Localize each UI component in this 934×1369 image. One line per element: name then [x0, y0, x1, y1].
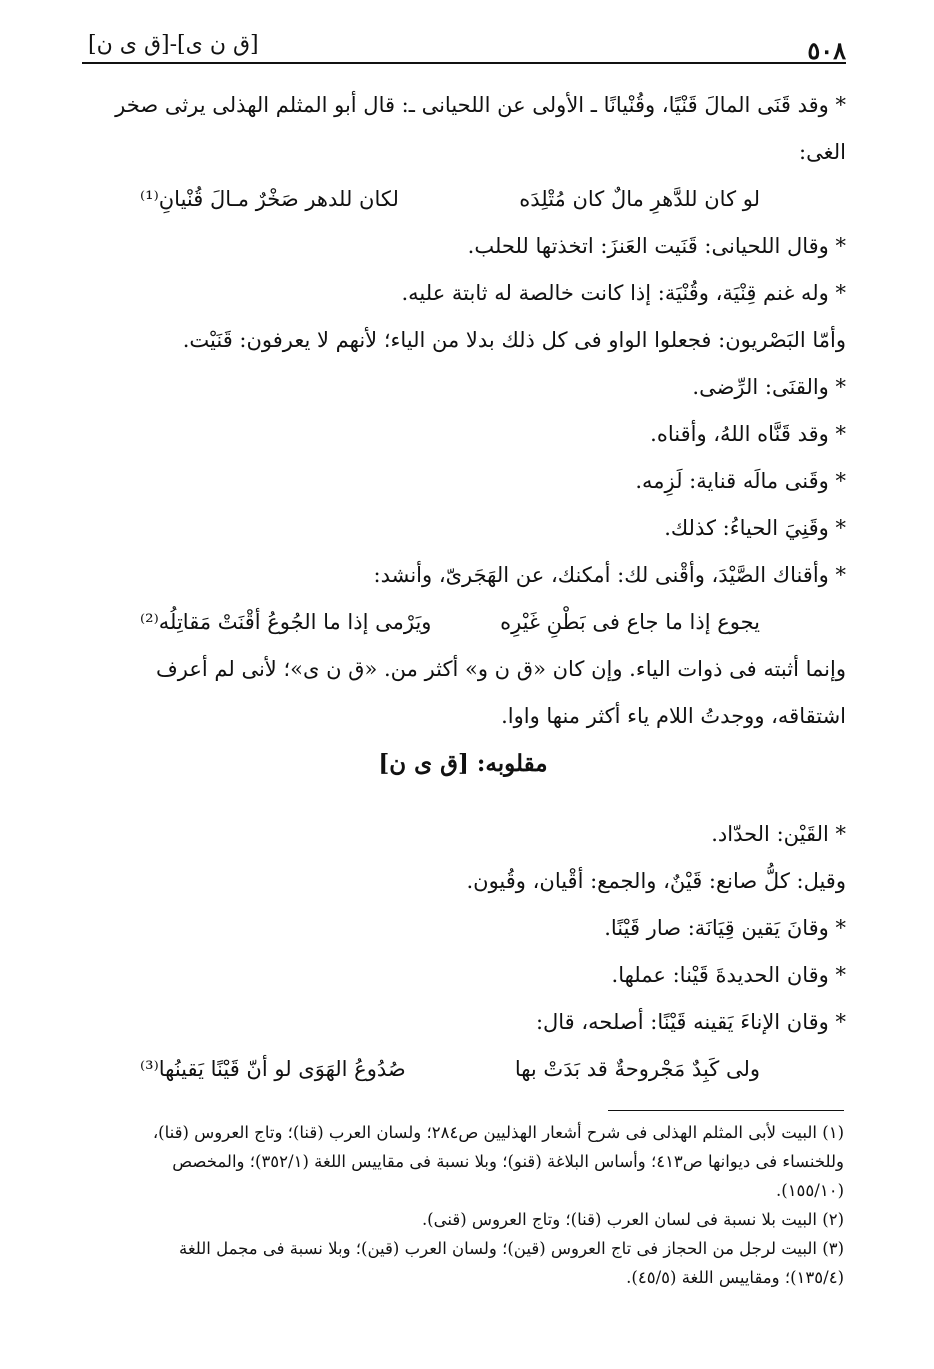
footnote-line: (١٥٥/١٠). [776, 1181, 844, 1200]
text-line: وإنما أثبته فى ذوات الياء. وإن كان «ق ن و» أكثر من. «ق ن ى»؛ لأنى لم أعرف [156, 657, 846, 681]
footnote-rule [608, 1110, 844, 1111]
text-line: * وقَنى مالَه قناية: لَزِمه. [635, 469, 846, 493]
subheading-row [80, 740, 846, 787]
section-subheading: مقلوبه: [ق ى ن] [378, 750, 548, 777]
header-rule [82, 62, 846, 64]
text-line: وقيل: كلُّ صانع: قَيْنٌ، والجمع: أقْيان، وقُيون. [466, 869, 846, 893]
poem-verse [80, 1046, 846, 1093]
text-line: * وقان الإناءَ يَقينه قَيْنًا: أصلحه، قال: [535, 1010, 846, 1034]
root-label: [ق ن ى]-[ق ى ن] [88, 32, 259, 57]
text-line: * وقَنِيَ الحياءُ: كذلك. [664, 516, 846, 540]
verse-hemistich-first: لو كان للدَّهرِ مالٌ كان مُتْلِدَه [519, 187, 760, 211]
footnote-line: (٣) البيت لرجل من الحجاز فى تاج العروس (قين)؛ ولسان العرب (قين)؛ وبلا نسبة فى مجمل اللغة [178, 1239, 844, 1258]
text-line: * وله غنم قِنْيَة، وقُنْيَة: إذا كانت خالصة له ثابتة عليه. [401, 281, 846, 305]
poem-verse [80, 599, 846, 646]
spacer [80, 787, 846, 811]
footnote-line: وللخنساء فى ديوانها ص٤١٣؛ وأساس البلاغة (قنو)؛ وبلا نسبة فى مقاييس اللغة (٣٥٢/١)؛ والمخصص [172, 1152, 844, 1171]
footnote-line: (١) البيت لأبى المثلم الهذلى فى شرح أشعار الهذليين ص٢٨٤؛ ولسان العرب (قنا)؛ وتاج العروس (قنا)، [152, 1123, 844, 1142]
text-line: الغى: [799, 140, 846, 164]
footnotes [78, 1118, 844, 1292]
verse-hemistich-second: لكان للدهر صَخْرٌ مـالَ قُنْيانِ⁽¹⁾ [140, 187, 399, 211]
text-line: * القَيْن: الحدّاد. [711, 822, 846, 846]
text-line: * والقنَى: الرِّضى. [692, 375, 846, 399]
poem-verse [80, 176, 846, 223]
footnote-line: (٢) البيت بلا نسبة فى لسان العرب (قنا)؛ وتاج العروس (قنى). [421, 1210, 844, 1229]
text-line: * وقال اللحيانى: قَنَيت العَنزَ: اتخذتها للحلب. [467, 234, 846, 258]
main-text [80, 82, 846, 1093]
text-line: * وقانَ يَقين قِيَانَة: صار قَيْنًا. [604, 916, 846, 940]
text-line: * وقد قَنَّاه اللهُ، وأقناه. [650, 422, 846, 446]
text-line: * وأقناك الصَّيْدَ، وأقْنى لك: أمكنك، عن الهَجَرىّ، وأنشد: [373, 563, 846, 587]
verse-hemistich-first: يجوع إذا ما جاع فى بَطْنِ غَيْرِه [500, 610, 760, 634]
verse-hemistich-second: صُدُوعُ الهَوَى لو أنّ قَيْنًا يَقينُها⁽³⁾ [140, 1057, 406, 1081]
verse-hemistich-first: ولى كَبِدٌ مَجْروحةٌ قد بَدَتْ بها [514, 1057, 760, 1081]
text-line: وأمّا البَصْريون: فجعلوا الواو فى كل ذلك بدلا من الياء؛ لأنهم لا يعرفون: قَنَيْت. [182, 328, 846, 352]
text-line: اشتقاقه، ووجدتُ اللام ياء أكثر منها واوا. [501, 704, 846, 728]
page-number: ٥٠٨ [807, 36, 846, 65]
text-line: * وقان الحديدةَ قَيْنا: عملها. [611, 963, 846, 987]
verse-hemistich-second: ويَرْمى إذا ما الجُوعُ أقْنَتْ مَقاتِلُه⁽²⁾ [140, 610, 432, 634]
footnote-line: (١٣٥/٤)؛ ومقاييس اللغة (٤٥/٥). [626, 1268, 844, 1287]
text-line: * وقد قَنَى المالَ قَنْيًا، وقُنْيانًا ـ الأولى عن اللحيانى ـ: قال أبو المثلم الهذلى يرثى صخر [115, 93, 846, 117]
